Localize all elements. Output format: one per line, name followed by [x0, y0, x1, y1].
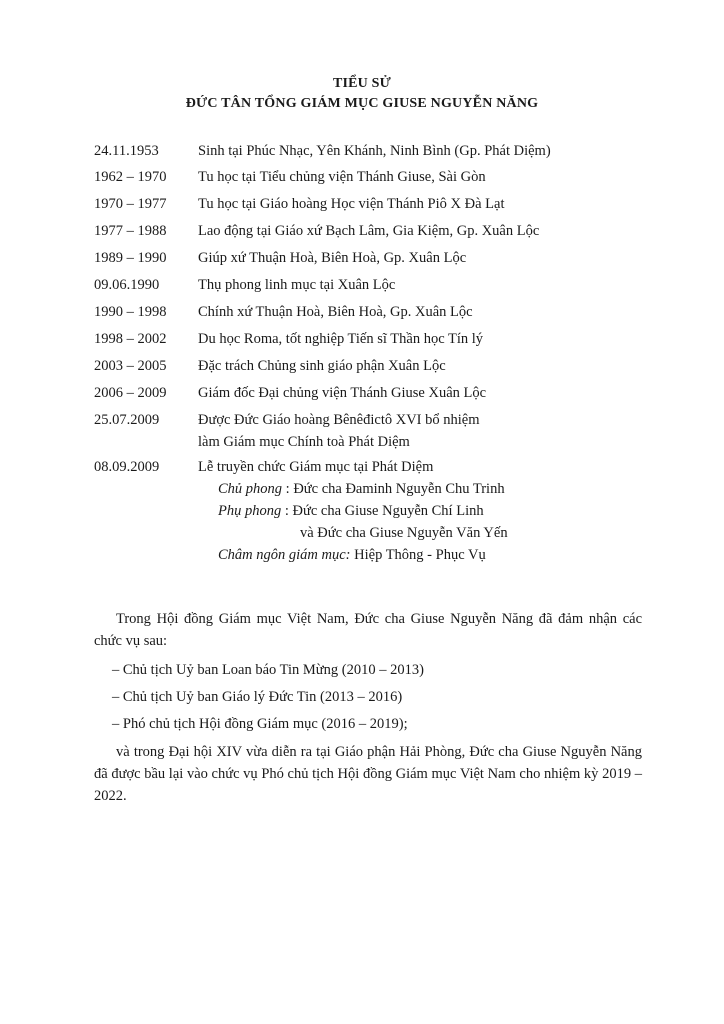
timeline-row: [94, 409, 654, 456]
timeline-text: Tu học tại Tiểu chủng viện Thánh Giuse, Sài Gòn: [198, 169, 486, 185]
timeline-row: [94, 166, 654, 193]
timeline-row: [94, 355, 654, 382]
timeline-row: [94, 193, 654, 220]
list-item: – Chủ tịch Uỷ ban Loan báo Tin Mừng (2010 – 2013): [112, 662, 424, 678]
chu-phong-value: : Đức cha Đaminh Nguyễn Chu Trinh: [285, 481, 505, 497]
timeline-date: 1998 – 2002: [94, 331, 167, 347]
timeline-row: [94, 456, 654, 566]
timeline-text: Chính xứ Thuận Hoà, Biên Hoà, Gp. Xuân Lộc: [198, 304, 473, 320]
phu-phong-value-continued: và Đức cha Giuse Nguyễn Văn Yến: [300, 525, 508, 541]
timeline-date: 25.07.2009: [94, 412, 160, 428]
timeline-text: Thụ phong linh mục tại Xuân Lộc: [198, 277, 396, 293]
closing-paragraph: và trong Đại hội XIV vừa diễn ra tại Giáo phận Hải Phòng, Đức cha Giuse Nguyễn Năng đã được bầu lại vào chức vụ Phó chủ tịch Hội đồng Giám mục Việt Nam cho nhiệm kỳ 2019 – 2022.: [94, 744, 642, 804]
timeline-date: 1970 – 1977: [94, 196, 167, 212]
timeline-date: 1989 – 1990: [94, 250, 167, 266]
roles-list: [112, 657, 424, 738]
timeline-date: 24.11.1953: [94, 143, 159, 159]
timeline-date: 2006 – 2009: [94, 385, 167, 401]
motto-value: Hiệp Thông - Phục Vụ: [350, 547, 486, 563]
phu-phong-label: Phụ phong: [218, 503, 282, 519]
phu-phong-line: [218, 500, 654, 522]
timeline-date: 08.09.2009: [94, 459, 160, 475]
timeline-date: 1990 – 1998: [94, 304, 167, 320]
timeline-row: [94, 247, 654, 274]
timeline-text: Tu học tại Giáo hoàng Học viện Thánh Piô X Đà Lạt: [198, 196, 505, 212]
phu-phong-value: : Đức cha Giuse Nguyễn Chí Linh: [284, 503, 484, 519]
timeline-date: 2003 – 2005: [94, 358, 167, 374]
timeline-text-continued: làm Giám mục Chính toà Phát Diệm: [198, 434, 410, 450]
timeline-row: [94, 274, 654, 301]
chu-phong-label: Chủ phong: [218, 481, 283, 497]
timeline-row: [94, 220, 654, 247]
timeline-row: [94, 140, 654, 166]
timeline-date: 1962 – 1970: [94, 169, 167, 185]
list-item: – Phó chủ tịch Hội đồng Giám mục (2016 – 2019);: [112, 716, 408, 732]
timeline-text: Lao động tại Giáo xứ Bạch Lâm, Gia Kiệm, Gp. Xuân Lộc: [198, 223, 540, 239]
biography-timeline: [94, 140, 654, 566]
timeline-text: Lễ truyền chức Giám mục tại Phát Diệm: [198, 459, 434, 475]
roles-intro-paragraph: Trong Hội đồng Giám mục Việt Nam, Đức cha Giuse Nguyễn Năng đã đảm nhận các chức vụ sau:: [94, 611, 642, 649]
timeline-text: Đặc trách Chủng sinh giáo phận Xuân Lộc: [198, 358, 446, 374]
timeline-date: 1977 – 1988: [94, 223, 167, 239]
timeline-text: Được Đức Giáo hoàng Bênêđictô XVI bổ nhiệm: [198, 412, 480, 428]
timeline-text: Sinh tại Phúc Nhạc, Yên Khánh, Ninh Bình (Gp. Phát Diệm): [198, 143, 551, 159]
document-subtitle: ĐỨC TÂN TỔNG GIÁM MỤC GIUSE NGUYỄN NĂNG: [185, 96, 539, 111]
timeline-text: Giám đốc Đại chủng viện Thánh Giuse Xuân Lộc: [198, 385, 487, 401]
timeline-date: 09.06.1990: [94, 277, 160, 293]
motto-label: Châm ngôn giám mục:: [218, 547, 351, 563]
chu-phong-line: [218, 478, 654, 500]
timeline-row: [94, 328, 654, 355]
list-item: – Chủ tịch Uỷ ban Giáo lý Đức Tin (2013 – 2016): [112, 689, 403, 705]
timeline-row: [94, 301, 654, 328]
timeline-text: Du học Roma, tốt nghiệp Tiến sĩ Thần học Tín lý: [198, 331, 484, 347]
document-title: TIỂU SỬ: [332, 76, 392, 91]
motto-line: [218, 544, 654, 566]
timeline-text: Giúp xứ Thuận Hoà, Biên Hoà, Gp. Xuân Lộc: [198, 250, 467, 266]
timeline-row: [94, 382, 654, 409]
